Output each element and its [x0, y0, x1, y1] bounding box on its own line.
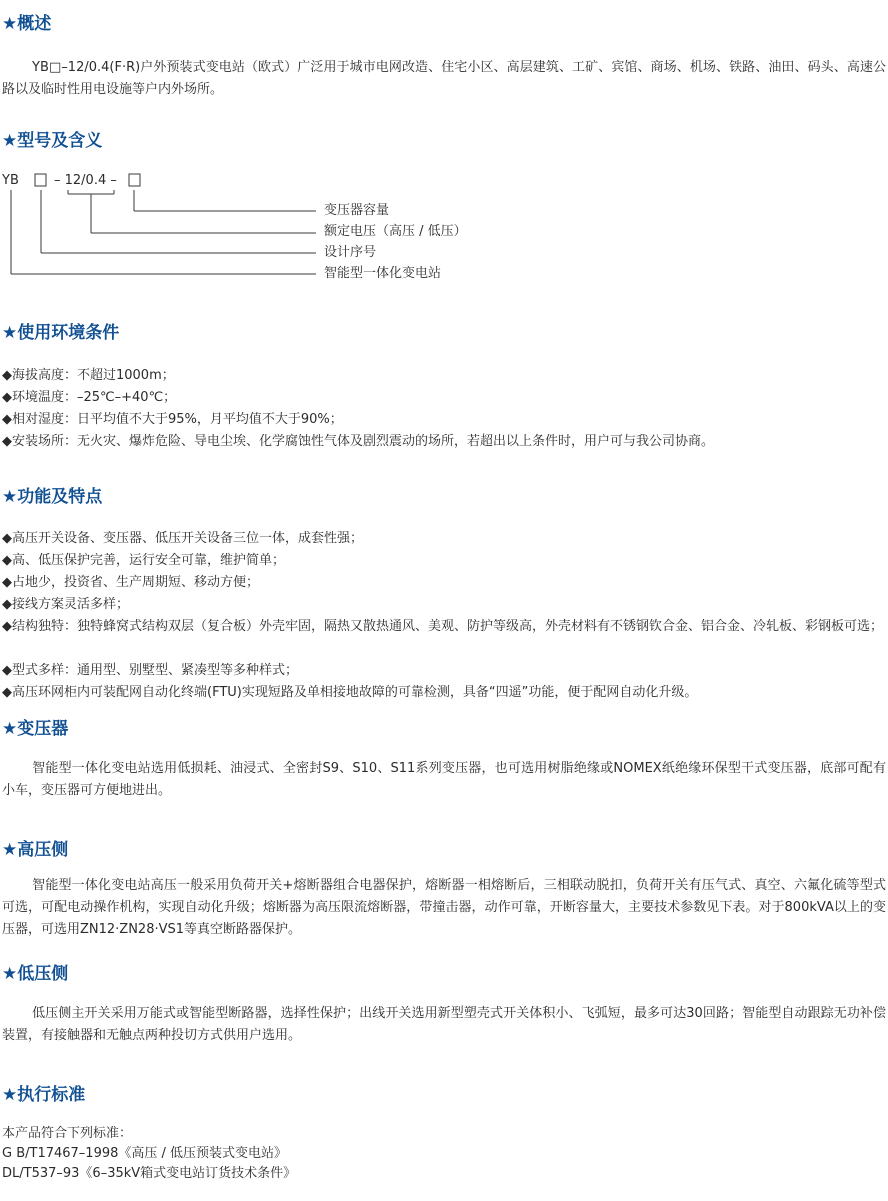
transformer-paragraph — [2, 758, 886, 802]
list-item: ◆占地少，投资省、生产周期短、移动方便； — [2, 575, 259, 590]
label-voltage: 额定电压（高压 / 低压） — [324, 224, 467, 239]
transformer-text: 智能型一体化变电站选用低损耗、油浸式、全密封S9、S10、S11系列变压器，也可选用树脂绝缘或NOMEX纸绝缘环保型干式变压器，底部可配有小车，变压器可方便地进出。 — [2, 761, 886, 798]
list-item: ◆安装场所：无火灾、爆炸危险、导电尘埃、化学腐蚀性气体及剧烈震动的场所，若超出以上条件时，用户可与我公司协商。 — [2, 434, 714, 449]
overview-heading: ★概述 — [2, 14, 52, 34]
list-item: ◆型式多样：通用型、别墅型、紧凑型等多种样式； — [2, 663, 298, 678]
standards-heading: ★执行标准 — [2, 1085, 86, 1105]
label-substation-type: 智能型一体化变电站 — [324, 266, 442, 281]
standard-dl: DL/T537–93《6–35kV箱式变电站订货技术条件》 — [2, 1166, 297, 1181]
hv-side-heading: ★高压侧 — [2, 840, 69, 860]
code-box-2 — [129, 174, 140, 186]
hv-side-paragraph — [2, 875, 886, 941]
model-diagram — [0, 0, 888, 300]
lv-side-text: 低压侧主开关采用万能式或智能型断路器，选择性保护；出线开关选用新型塑壳式开关体积小、飞弧短，最多可达30回路；智能型自动跟踪无功补偿装置，有接触器和无触点两种投切方式供用户选用。 — [2, 1006, 886, 1043]
lv-side-heading: ★低压侧 — [2, 964, 69, 984]
overview-text: YB□–12/0.4(F·R)户外预装式变电站（欧式）广泛用于城市电网改造、住宅小区、高层建筑、工矿、宾馆、商场、机场、铁路、油田、码头、高速公路以及临时性用电设施等户内外场所。 — [2, 60, 886, 97]
environment-heading: ★使用环境条件 — [2, 323, 120, 343]
list-item: ◆相对湿度：日平均值不大于95%，月平均值不大于90%； — [2, 412, 343, 427]
label-design-number: 设计序号 — [324, 245, 377, 260]
code-prefix: YB — [2, 173, 19, 188]
list-item: ◆接线方案灵活多样； — [2, 597, 129, 612]
list-item: ◆高、低压保护完善，运行安全可靠，维护简单； — [2, 553, 285, 568]
code-box-1 — [35, 174, 46, 186]
standard-gb: G B/T17467–1998《高压 / 低压预装式变电站》 — [2, 1146, 288, 1161]
code-middle: – 12/0.4 – — [54, 173, 117, 188]
label-capacity: 变压器容量 — [324, 203, 390, 218]
model-heading: ★型号及含义 — [2, 131, 103, 151]
environment-list — [2, 365, 886, 453]
features-heading: ★功能及特点 — [2, 487, 103, 507]
lv-side-paragraph — [2, 1003, 886, 1047]
transformer-heading: ★变压器 — [2, 719, 69, 739]
list-item: ◆高压开关设备、变压器、低压开关设备三位一体，成套性强； — [2, 531, 363, 546]
list-item: ◆高压环网柜内可装配网自动化终端(FTU)实现短路及单相接地故障的可靠检测，具备“四遥”功能，便于配网自动化升级。 — [2, 685, 698, 700]
hv-side-text: 智能型一体化变电站高压一般采用负荷开关+熔断器组合电器保护，熔断器一相熔断后，三相联动脱扣，负荷开关有压气式、真空、六氟化硫等型式可选，可配电动操作机构，实现自动化升级；熔断器为高压限流熔断器，带撞击器，动作可靠，开断容量大，主要技术参数见下表。对于800kVA以上的变压器，可选用ZN12·ZN28·VS1等真空断路器保护。 — [2, 878, 886, 937]
standards-intro: 本产品符合下列标准： — [2, 1126, 133, 1141]
features-list — [2, 528, 886, 704]
list-item: ◆海拔高度：不超过1000m； — [2, 368, 175, 383]
list-item: ◆结构独特：独特蜂窝式结构双层（复合板）外壳牢固，隔热又散热通风、美观、防护等级高，外壳材料有不锈钢钦合金、铝合金、冷轧板、彩钢板可选； — [2, 619, 883, 634]
list-item: ◆环境温度：–25℃–+40℃； — [2, 390, 177, 405]
